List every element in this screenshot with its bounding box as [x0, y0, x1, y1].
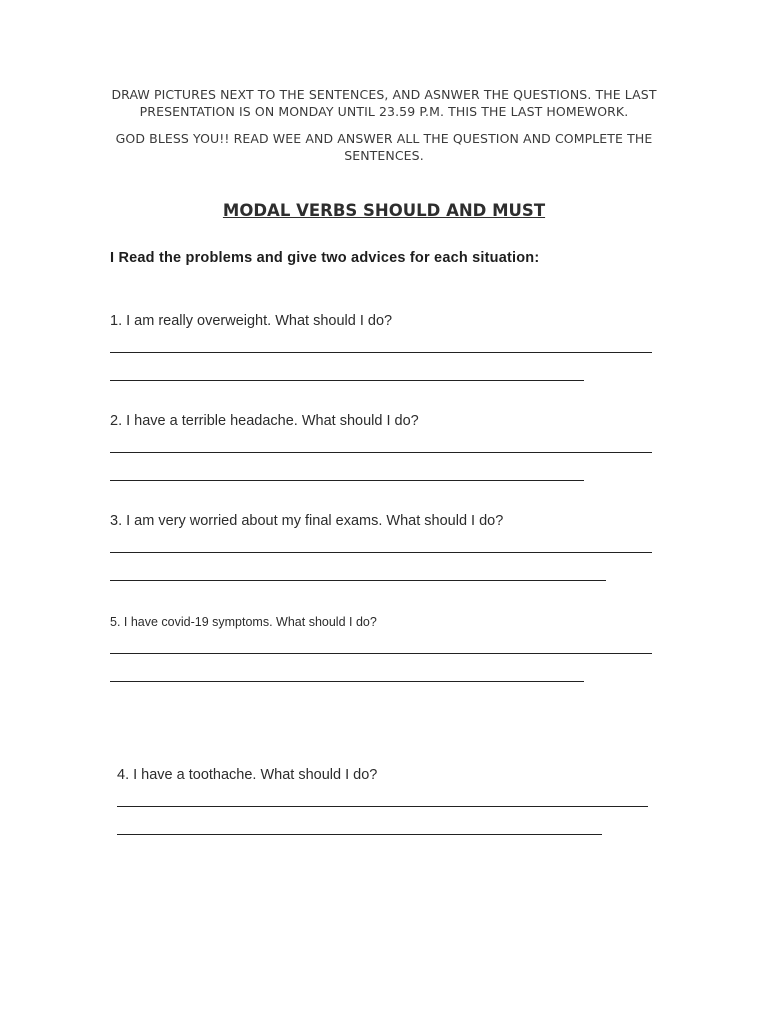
- answer-line[interactable]: [110, 552, 652, 553]
- question-5: 5. I have covid-19 symptoms. What should I do?: [110, 615, 377, 629]
- question-3: 3. I am very worried about my final exams. What should I do?: [110, 513, 504, 529]
- answer-line[interactable]: [117, 834, 602, 835]
- question-1: 1. I am really overweight. What should I do?: [110, 313, 393, 329]
- answer-line[interactable]: [110, 580, 606, 581]
- question-4: 4. I have a toothache. What should I do?: [117, 767, 378, 783]
- instruction-text-2: GOD BLESS YOU!! READ WEE AND ANSWER ALL THE QUESTION AND COMPLETE THE SENTENCES.: [115, 131, 653, 163]
- answer-line[interactable]: [110, 681, 584, 682]
- answer-line[interactable]: [110, 653, 652, 654]
- instruction-text: DRAW PICTURES NEXT TO THE SENTENCES, AND ASNWER THE QUESTIONS. THE LAST PRESENTATION IS ON MONDAY UNTIL 23.59 P.M. THIS THE LAST HOMEWORK.: [111, 87, 657, 119]
- answer-line[interactable]: [110, 480, 584, 481]
- answer-line[interactable]: [110, 380, 584, 381]
- answer-line[interactable]: [110, 452, 652, 453]
- page-title: MODAL VERBS SHOULD AND MUST: [222, 201, 546, 220]
- answer-line[interactable]: [117, 806, 648, 807]
- answer-line[interactable]: [110, 352, 652, 353]
- question-2: 2. I have a terrible headache. What should I do?: [110, 413, 419, 429]
- section-subtitle: I Read the problems and give two advices for each situation:: [110, 250, 540, 266]
